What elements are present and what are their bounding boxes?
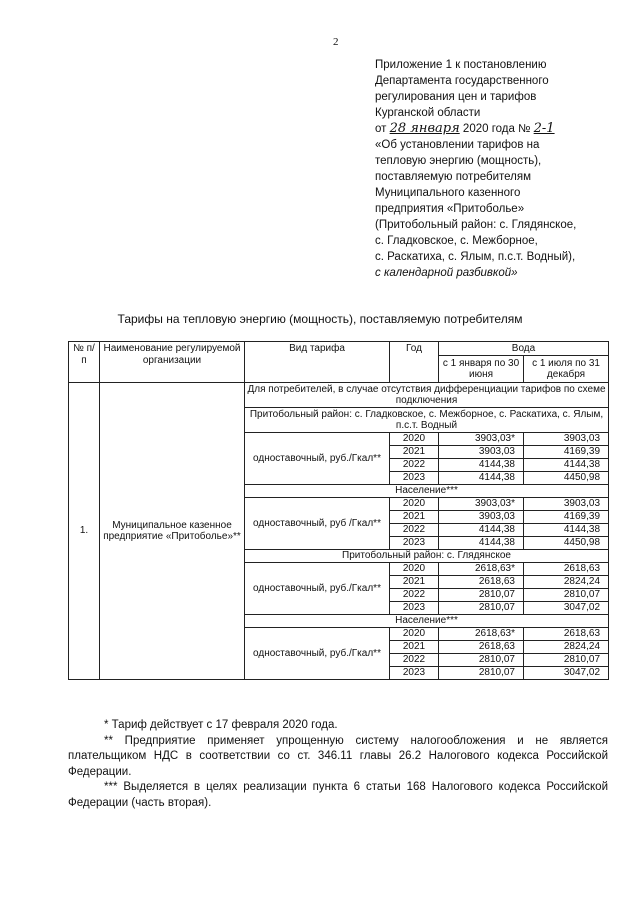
value-cell: 2810,07 (524, 654, 609, 667)
appendix-line: тепловую энергию (мощность), (375, 155, 542, 167)
appendix-line: предприятия «Притоболье» (375, 203, 525, 215)
year-cell: 2023 (390, 602, 439, 615)
appendix-line: регулирования цен и тарифов (375, 91, 537, 103)
appendix-line: Муниципального казенного (375, 187, 521, 199)
tariff-type: одноставочный, руб./Гкал** (245, 563, 390, 615)
footnote-3: *** Выделяется в целях реализации пункта 6 статьи 168 Налогового кодекса Российской Федерации (часть вторая). (68, 781, 608, 809)
year-cell: 2021 (390, 641, 439, 654)
header-row (69, 342, 609, 356)
year-cell: 2021 (390, 511, 439, 524)
year-cell: 2022 (390, 654, 439, 667)
value-cell: 4169,39 (524, 446, 609, 459)
section-row (69, 383, 609, 408)
value-cell: 4144,38 (439, 472, 524, 485)
year-cell: 2023 (390, 472, 439, 485)
header-period-1: с 1 января по 30 июня (439, 356, 524, 383)
value-cell: 2810,07 (439, 602, 524, 615)
value-cell: 3903,03* (439, 433, 524, 446)
organization-name: Муниципальное казенное предприятие «Притоболье»** (100, 383, 245, 680)
year-cell: 2023 (390, 537, 439, 550)
value-cell: 3047,02 (524, 667, 609, 680)
document-title: Тарифы на тепловую энергию (мощность), поставляемую потребителям (117, 312, 523, 326)
year-cell: 2021 (390, 446, 439, 459)
handwritten-number: 2-1 (533, 121, 555, 136)
handwritten-date: 28 января (389, 121, 460, 136)
value-cell: 3903,03 (524, 433, 609, 446)
value-cell: 2824,24 (524, 641, 609, 654)
value-cell: 3903,03 (439, 446, 524, 459)
value-cell: 4450,98 (524, 537, 609, 550)
appendix-header (375, 57, 625, 281)
appendix-line: с. Гладковское, с. Межборное, (375, 235, 538, 247)
tariff-type: одноставочный, руб./Гкал** (245, 433, 390, 485)
value-cell: 3903,03* (439, 498, 524, 511)
page-number: 2 (333, 36, 339, 48)
year-cell: 2022 (390, 459, 439, 472)
section-area-1: Притобольный район: с. Гладковское, с. Межборное, с. Раскатиха, с. Ялым, п.с.т. Водный (245, 408, 609, 433)
value-cell: 4144,38 (524, 459, 609, 472)
appendix-line: Департамента государственного (375, 75, 549, 87)
footnote-2: ** Предприятие применяет упрощенную систему налогообложения и не является плательщиком НДС в соответствии со ст. 346.11 главы 26.2 Налогового кодекса Российской Федерации. (68, 734, 608, 778)
value-cell: 2618,63 (524, 563, 609, 576)
year-cell: 2020 (390, 563, 439, 576)
value-cell: 2618,63 (524, 628, 609, 641)
header-tariff-type: Вид тарифа (245, 342, 390, 383)
tariff-table (68, 341, 609, 680)
year-cell: 2020 (390, 498, 439, 511)
footnote-1: * Тариф действует с 17 февраля 2020 года. (104, 719, 338, 731)
section-population: Население*** (245, 615, 609, 628)
header-organization: Наименование регулируемой организации (100, 342, 245, 383)
value-cell: 3903,03 (524, 498, 609, 511)
value-cell: 2618,63* (439, 563, 524, 576)
appendix-line: «Об установлении тарифов на (375, 139, 540, 151)
value-cell: 2810,07 (524, 589, 609, 602)
section-population: Население*** (245, 485, 609, 498)
value-cell: 2618,63 (439, 641, 524, 654)
value-cell: 4169,39 (524, 511, 609, 524)
appendix-line: с. Раскатиха, с. Ялым, п.с.т. Водный), (375, 251, 576, 263)
value-cell: 4144,38 (439, 459, 524, 472)
value-cell: 2810,07 (439, 667, 524, 680)
tariff-type: одноставочный, руб /Гкал** (245, 498, 390, 550)
row-number: 1. (69, 383, 100, 680)
year-cell: 2022 (390, 524, 439, 537)
value-cell: 2810,07 (439, 654, 524, 667)
year-cell: 2020 (390, 628, 439, 641)
header-water: Вода (439, 342, 609, 356)
value-cell: 2618,63* (439, 628, 524, 641)
value-cell: 2810,07 (439, 589, 524, 602)
value-cell: 4144,38 (439, 524, 524, 537)
appendix-line: с календарной разбивкой» (375, 267, 518, 279)
year-number-label: 2020 года № (462, 123, 531, 135)
header-period-2: с 1 июля по 31 декабря (524, 356, 609, 383)
tariff-type: одноставочный, руб./Гкал** (245, 628, 390, 680)
appendix-line: поставляемую потребителям (375, 171, 531, 183)
header-year: Год (390, 342, 439, 383)
value-cell: 2824,24 (524, 576, 609, 589)
year-cell: 2023 (390, 667, 439, 680)
value-cell: 4450,98 (524, 472, 609, 485)
appendix-line: (Притобольный район: с. Глядянское, (375, 219, 577, 231)
value-cell: 2618,63 (439, 576, 524, 589)
year-cell: 2022 (390, 589, 439, 602)
year-cell: 2020 (390, 433, 439, 446)
section-area-2: Притобольный район: с. Глядянское (245, 550, 609, 563)
value-cell: 3903,03 (439, 511, 524, 524)
value-cell: 4144,38 (524, 524, 609, 537)
appendix-line: Курганской области (375, 107, 481, 119)
appendix-line: Приложение 1 к постановлению (375, 59, 547, 71)
from-label: от (375, 123, 387, 135)
appendix-date-line (375, 121, 625, 137)
value-cell: 3047,02 (524, 602, 609, 615)
year-cell: 2021 (390, 576, 439, 589)
footnotes (68, 718, 608, 811)
value-cell: 4144,38 (439, 537, 524, 550)
section-all-consumers: Для потребителей, в случае отсутствия дифференциации тарифов по схеме подключения (245, 383, 609, 408)
header-number: № п/п (69, 342, 100, 383)
